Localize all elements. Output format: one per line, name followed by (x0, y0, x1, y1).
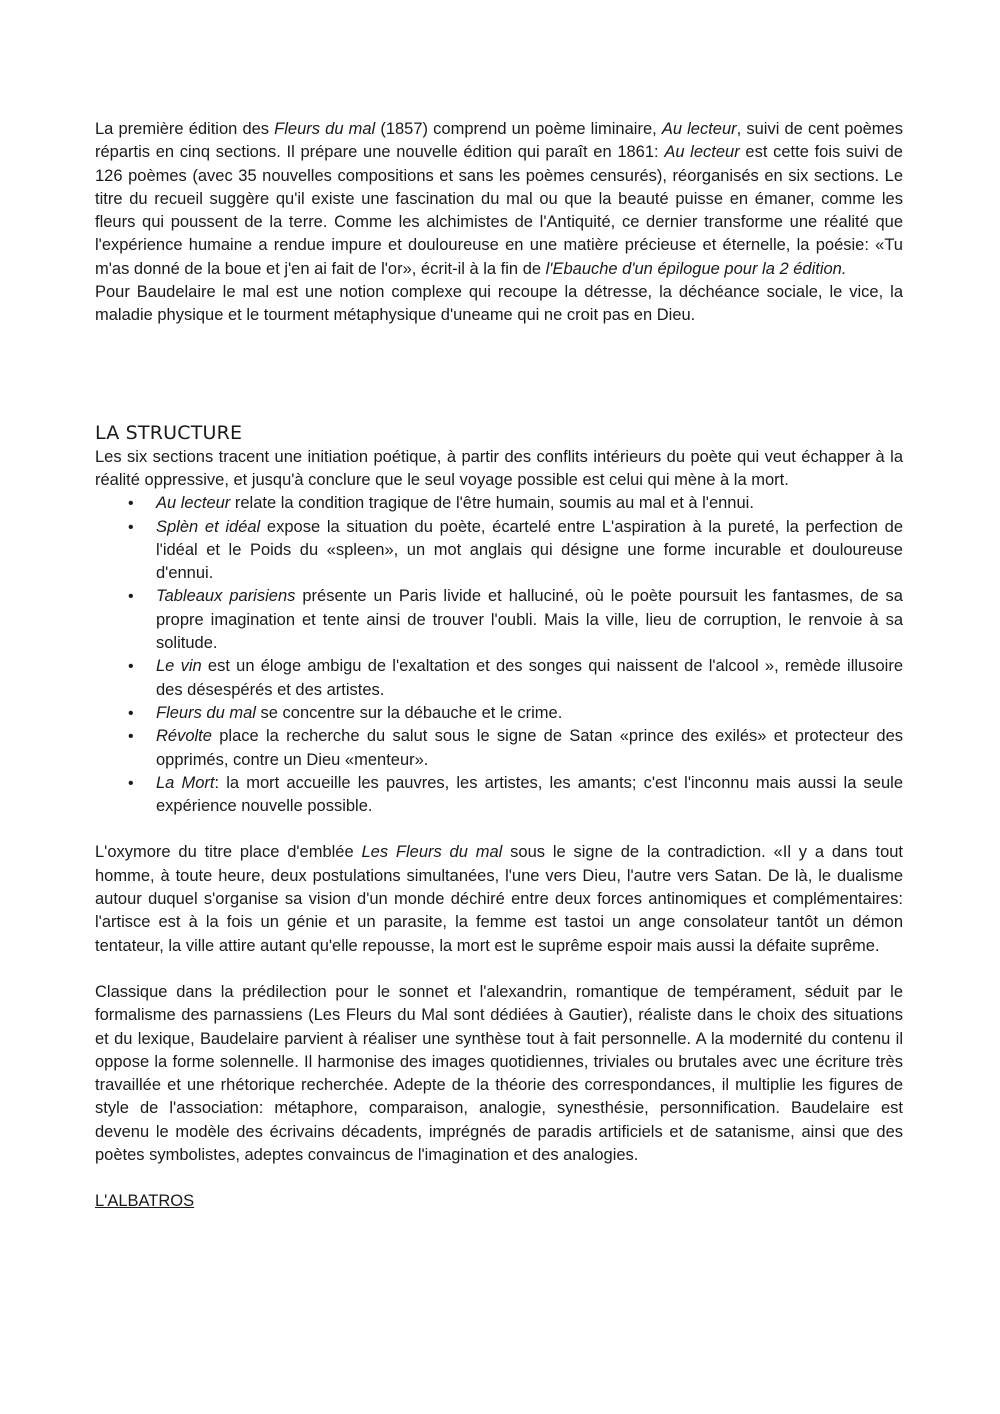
section-description: se concentre sur la débauche et le crime. (255, 703, 563, 722)
section-title: Au lecteur (156, 494, 231, 513)
oxymore-text-1: L'oxymore du titre place d'emblée (95, 843, 362, 862)
list-item-tableaux-parisiens (95, 585, 903, 655)
intro-title-au-lecteur-2: Au lecteur (664, 143, 740, 162)
albatros-heading: L'ALBATROS (95, 1192, 195, 1211)
section-title: Splèn et idéal (156, 517, 261, 536)
oxymore-text-2: sous le signe de la contradiction. «Il y a dans tout homme, à toute heure, deux postulations simultanées, l'une vers Dieu, l'autre vers Satan. De là, le dualisme autour duquel s'organise sa vision d'un monde déchiré entre deux forces antinomiques et complémentaires: l'artisce est à la fois un génie et un parasite, la femme est tastoi un ange consolateur tantôt un démon tentateur, la ville attire autant qu'elle repousse, la mort est le suprême espoir mais aussi la défaite suprême. (95, 843, 904, 955)
list-item-au-lecteur (95, 492, 903, 515)
intro-text-1: La première édition des (95, 120, 275, 138)
bullet-icon: • (128, 728, 134, 746)
intro-paragraph (95, 118, 903, 281)
section-title: La Mort (156, 773, 215, 792)
section-title: Le vin (156, 657, 202, 676)
classique-paragraph: Classique dans la prédilection pour le sonnet et l'alexandrin, romantique de tempérament, séduit par le formalisme des parnassiens (Les Fleurs du Mal sont dédiées à Gautier), réaliste dans le choix des situations et du lexique, Baudelaire parvient à réaliser une synthèse tout à fait personnelle. A la modernité du contenu il oppose la forme solennelle. Il harmonise des images quotidiennes, triviales ou brutales avec une écriture très travaillée et une rhétorique recherchée. Adepte de la théorie des correspondances, il multiplie les figures de style de l'association: métaphore, comparaison, analogie, synesthésie, personnification. Baudelaire est devenu le modèle des écrivains décadents, imprégnés de paradis artificiels et de satanisme, ainsi que des poètes symbolistes, adeptes convaincus de l'imagination et des analogies. (95, 982, 903, 1164)
intro-text-2: (1857) comprend un poème liminaire, (375, 120, 662, 138)
sections-list (95, 492, 903, 818)
section-description: expose la situation du poète, écartelé entre L'aspiration à la pureté, la perfection de l'idéal et le Poids du «spleen», un mot anglais qui désigne une forme incurable et douloureuse d'ennui. (156, 517, 903, 583)
intro-title-ebauche: l'Ebauche d'un épilogue pour la 2 édition. (545, 259, 847, 278)
section-description: présente un Paris livide et halluciné, où le poète poursuit les fantasmes, de sa propre imagination et tente ainsi de trouver l'oubli. Mais la ville, lieu de corruption, le renvoie à sa solitude. (156, 587, 903, 653)
intro-title-au-lecteur: Au lecteur (661, 120, 737, 138)
list-item-le-vin (95, 655, 903, 702)
structure-heading: LA STRUCTURE (95, 421, 243, 444)
section-description: relate la condition tragique de l'être humain, soumis au mal et à l'ennui. (230, 494, 754, 513)
intro-text-4: est cette fois suivi de 126 poèmes (avec 35 nouvelles compositions et sans les poèmes censurés), réorganisés en six sections. Le titre du recueil suggère qu'il existe une fascination du mal ou que la beauté puisse en émaner, comme les fleurs qui poussent de la terre. Comme les alchimistes de l'Antiquité, ce dernier transforme une réalité que l'expérience humaine a rendue impure et douloureuse en une matière précieuse et éternelle, la poésie: «Tu m'as donné de la boue et j'en ai fait de l'or», écrit-il à la fin de (95, 143, 903, 278)
bullet-icon: • (128, 774, 134, 792)
intro-title-fleurs: Fleurs du mal (274, 120, 376, 138)
section-description: place la recherche du salut sous le signe de Satan «prince des exilés» et protecteur des opprimés, contre un Dieu «menteur». (156, 727, 903, 769)
bullet-icon: • (128, 495, 134, 513)
list-item-spleen (95, 516, 903, 586)
document-page (95, 118, 903, 1214)
mal-paragraph: Pour Baudelaire le mal est une notion complexe qui recoupe la détresse, la déchéance sociale, le vice, la maladie physique et le tourment métaphysique d'uneame qui ne croit pas en Dieu. (95, 283, 903, 325)
intro-text-3: , suivi de cent poèmes répartis en cinq sections. Il prépare une nouvelle édition qui paraît en 1861: (95, 120, 903, 162)
oxymore-paragraph (95, 841, 903, 957)
section-title: Fleurs du mal (156, 703, 256, 722)
section-description: est un éloge ambigu de l'exaltation et des songes qui naissent de l'alcool », remède illusoire des désespérés et des artistes. (156, 657, 903, 699)
oxymore-title: Les Fleurs du mal (361, 843, 503, 862)
section-description: : la mort accueille les pauvres, les artistes, les amants; c'est l'inconnu mais aussi la seule expérience nouvelle possible. (156, 773, 903, 816)
bullet-icon: • (128, 704, 134, 722)
structure-intro: Les six sections tracent une initiation poétique, à partir des conflits intérieurs du poète qui veut échapper à la réalité oppressive, et jusqu'à conclure que le seul voyage possible est celui qui mène à la mort. (95, 447, 903, 489)
list-item-fleurs-du-mal (95, 702, 903, 725)
bullet-icon: • (128, 518, 134, 536)
section-title: Révolte (156, 727, 212, 746)
list-item-la-mort (95, 772, 903, 819)
section-title: Tableaux parisiens (156, 587, 296, 606)
bullet-icon: • (128, 658, 134, 676)
bullet-icon: • (128, 588, 134, 606)
list-item-revolte (95, 725, 903, 772)
